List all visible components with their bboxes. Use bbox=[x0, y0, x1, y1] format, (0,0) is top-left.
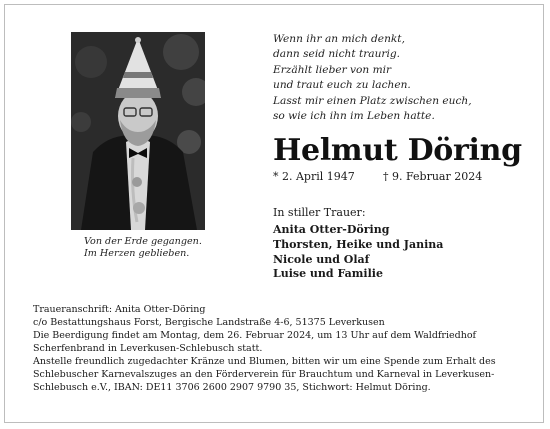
photo-caption bbox=[84, 236, 202, 260]
mourner-name: Anita Otter-Döring bbox=[273, 223, 390, 236]
donation-info: Anstelle freundlich zugedachter Kränze und Blumen, bitten wir um eine Spende zum Erhalt des bbox=[33, 356, 496, 367]
deceased-name: Helmut Döring bbox=[273, 133, 522, 168]
funeral-details bbox=[33, 303, 523, 394]
funeral-info: Die Beerdigung findet am Montag, dem 26. Februar 2024, um 13 Uhr auf dem Waldfriedhof bbox=[33, 330, 477, 341]
mourning-address: Traueranschrift: Anita Otter-Döring bbox=[33, 304, 206, 315]
mourning-address-line: c/o Bestattungshaus Forst, Bergische Landstraße 4-6, 51375 Leverkusen bbox=[33, 317, 385, 328]
poem-line: Lasst mir einen Platz zwischen euch, bbox=[273, 94, 472, 107]
portrait-photo bbox=[71, 32, 205, 230]
poem-line: Erzählt lieber von mir bbox=[273, 63, 392, 76]
mourners-heading: In stiller Trauer: bbox=[273, 206, 366, 219]
memorial-poem bbox=[273, 32, 472, 124]
death-date: † 9. Februar 2024 bbox=[383, 170, 483, 183]
mourner-name: Luise und Familie bbox=[273, 267, 383, 281]
poem-line: und traut euch zu lachen. bbox=[273, 79, 411, 92]
life-dates bbox=[273, 170, 483, 184]
caption-line: Im Herzen geblieben. bbox=[84, 248, 190, 259]
poem-line: Wenn ihr an mich denkt, bbox=[273, 33, 405, 45]
poem-line: so wie ich ihn im Leben hatte. bbox=[273, 110, 435, 123]
portrait-image bbox=[71, 32, 205, 230]
mourners-list bbox=[273, 223, 443, 282]
mourner-name: Nicole und Olaf bbox=[273, 252, 370, 266]
donation-info: Schlebuscher Karnevalszuges an den Förderverein für Brauchtum und Karneval in Leverkusen- bbox=[33, 369, 495, 380]
birth-date: * 2. April 1947 bbox=[273, 170, 355, 183]
donation-info: Schlebusch e.V., IBAN: DE11 3706 2600 2907 9790 35, Stichwort: Helmut Döring. bbox=[33, 382, 431, 393]
mourner-name: Thorsten, Heike und Janina bbox=[273, 237, 444, 251]
funeral-info: Scherfenbrand in Leverkusen-Schlebusch statt. bbox=[33, 343, 263, 354]
caption-line: Von der Erde gegangen. bbox=[84, 236, 202, 247]
poem-line: dann seid nicht traurig. bbox=[273, 48, 401, 61]
